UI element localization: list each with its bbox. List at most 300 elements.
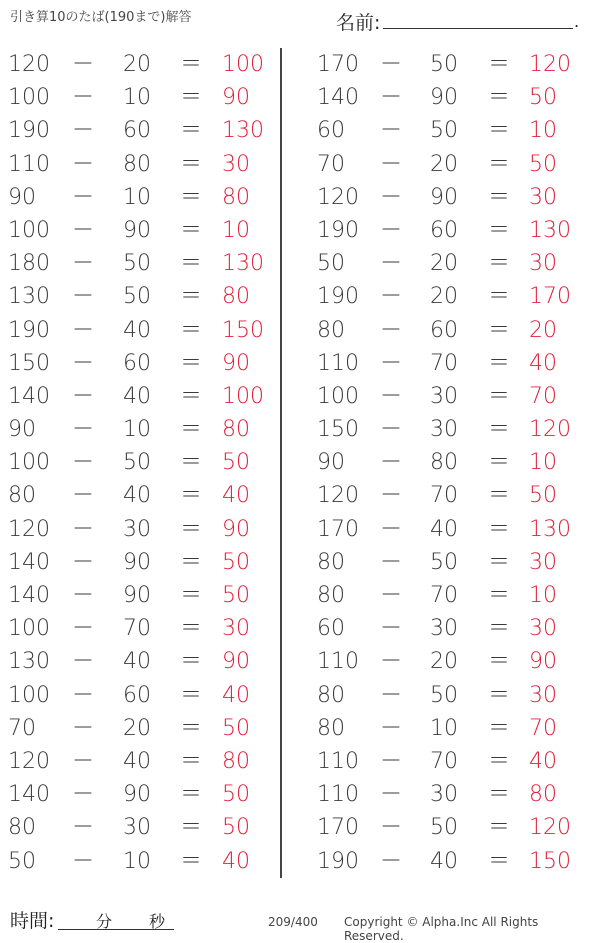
problem-row bbox=[0, 513, 280, 546]
minus-sign: － bbox=[380, 682, 403, 708]
minus-sign: － bbox=[380, 715, 403, 741]
problem-row bbox=[300, 380, 600, 413]
minuend: 100 bbox=[8, 450, 50, 476]
answer: 30 bbox=[529, 184, 557, 210]
subtrahend: 40 bbox=[430, 516, 458, 542]
answer: 80 bbox=[222, 284, 250, 310]
minus-sign: － bbox=[72, 815, 95, 841]
answer: 50 bbox=[529, 85, 557, 111]
subtrahend: 50 bbox=[430, 815, 458, 841]
answer: 130 bbox=[529, 516, 571, 542]
equals-sign: ＝ bbox=[180, 848, 203, 874]
equals-sign: ＝ bbox=[180, 350, 203, 376]
problem-row bbox=[300, 513, 600, 546]
equals-sign: ＝ bbox=[180, 251, 203, 277]
equals-sign: ＝ bbox=[488, 383, 511, 409]
problem-row bbox=[0, 479, 280, 512]
minuend: 100 bbox=[8, 85, 50, 111]
minuend: 70 bbox=[8, 715, 36, 741]
answer: 90 bbox=[222, 516, 250, 542]
minus-sign: － bbox=[72, 284, 95, 310]
minuend: 120 bbox=[317, 483, 359, 509]
minus-sign: － bbox=[380, 317, 403, 343]
equals-sign: ＝ bbox=[488, 284, 511, 310]
equals-sign: ＝ bbox=[488, 52, 511, 77]
equals-sign: ＝ bbox=[488, 715, 511, 741]
minuend: 90 bbox=[317, 450, 345, 476]
minuend: 140 bbox=[8, 782, 50, 808]
minuend: 60 bbox=[317, 616, 345, 642]
subtrahend: 40 bbox=[123, 317, 151, 343]
subtrahend: 30 bbox=[123, 815, 151, 841]
minus-sign: － bbox=[380, 85, 403, 111]
equals-sign: ＝ bbox=[488, 417, 511, 443]
subtrahend: 60 bbox=[123, 118, 151, 144]
equals-sign: ＝ bbox=[180, 317, 203, 343]
problem-row bbox=[300, 745, 600, 778]
problem-row bbox=[0, 546, 280, 579]
equals-sign: ＝ bbox=[180, 450, 203, 476]
problem-row bbox=[300, 314, 600, 347]
equals-sign: ＝ bbox=[180, 649, 203, 675]
minuend: 70 bbox=[317, 151, 345, 177]
problem-row bbox=[300, 778, 600, 811]
subtrahend: 70 bbox=[430, 748, 458, 774]
subtrahend: 10 bbox=[123, 417, 151, 443]
minus-sign: － bbox=[380, 251, 403, 277]
minus-sign: － bbox=[380, 549, 403, 575]
minuend: 100 bbox=[8, 217, 50, 243]
problem-row bbox=[0, 214, 280, 247]
subtrahend: 10 bbox=[123, 184, 151, 210]
minuend: 80 bbox=[317, 715, 345, 741]
problem-row bbox=[0, 612, 280, 645]
answer: 50 bbox=[222, 450, 250, 476]
subtrahend: 30 bbox=[123, 516, 151, 542]
problem-row bbox=[300, 280, 600, 313]
minuend: 120 bbox=[8, 52, 50, 77]
answer: 30 bbox=[529, 682, 557, 708]
minuend: 80 bbox=[317, 549, 345, 575]
subtrahend: 20 bbox=[430, 151, 458, 177]
equals-sign: ＝ bbox=[180, 217, 203, 243]
minus-sign: － bbox=[380, 52, 403, 77]
answer: 50 bbox=[529, 151, 557, 177]
problem-row bbox=[300, 479, 600, 512]
minus-sign: － bbox=[380, 815, 403, 841]
problem-row bbox=[300, 579, 600, 612]
subtrahend: 80 bbox=[123, 151, 151, 177]
minus-sign: － bbox=[72, 184, 95, 210]
problem-row bbox=[0, 380, 280, 413]
minus-sign: － bbox=[380, 217, 403, 243]
minus-sign: － bbox=[380, 118, 403, 144]
subtrahend: 40 bbox=[123, 483, 151, 509]
answer: 90 bbox=[529, 649, 557, 675]
equals-sign: ＝ bbox=[180, 417, 203, 443]
subtrahend: 30 bbox=[430, 417, 458, 443]
minus-sign: － bbox=[72, 848, 95, 874]
minuend: 190 bbox=[8, 317, 50, 343]
answer: 70 bbox=[529, 715, 557, 741]
subtrahend: 60 bbox=[123, 350, 151, 376]
minus-sign: － bbox=[380, 383, 403, 409]
minus-sign: － bbox=[380, 184, 403, 210]
answer: 90 bbox=[222, 350, 250, 376]
equals-sign: ＝ bbox=[180, 682, 203, 708]
minuend: 100 bbox=[8, 682, 50, 708]
answer: 80 bbox=[222, 417, 250, 443]
equals-sign: ＝ bbox=[488, 549, 511, 575]
subtrahend: 30 bbox=[430, 383, 458, 409]
equals-sign: ＝ bbox=[180, 151, 203, 177]
problem-row bbox=[300, 811, 600, 844]
answer: 10 bbox=[529, 450, 557, 476]
minus-sign: － bbox=[72, 583, 95, 608]
equals-sign: ＝ bbox=[180, 748, 203, 774]
answer: 80 bbox=[222, 748, 250, 774]
equals-sign: ＝ bbox=[488, 450, 511, 476]
minuend: 120 bbox=[8, 516, 50, 542]
problem-row bbox=[0, 314, 280, 347]
answer: 130 bbox=[222, 118, 264, 144]
minuend: 140 bbox=[8, 549, 50, 575]
subtrahend: 50 bbox=[430, 549, 458, 575]
minuend: 50 bbox=[317, 251, 345, 277]
minuend: 60 bbox=[317, 118, 345, 144]
answer: 130 bbox=[222, 251, 264, 277]
answer: 10 bbox=[529, 583, 557, 608]
equals-sign: ＝ bbox=[180, 583, 203, 608]
problem-row bbox=[0, 712, 280, 745]
minus-sign: － bbox=[72, 217, 95, 243]
equals-sign: ＝ bbox=[488, 118, 511, 144]
equals-sign: ＝ bbox=[180, 483, 203, 509]
equals-sign: ＝ bbox=[488, 184, 511, 210]
answer: 30 bbox=[529, 616, 557, 642]
minuend: 140 bbox=[8, 383, 50, 409]
problem-row bbox=[300, 712, 600, 745]
answer: 170 bbox=[529, 284, 571, 310]
seconds-label: 秒 bbox=[149, 912, 166, 931]
answer: 150 bbox=[222, 317, 264, 343]
minus-sign: － bbox=[380, 649, 403, 675]
answer: 40 bbox=[222, 682, 250, 708]
problem-row bbox=[0, 114, 280, 147]
equals-sign: ＝ bbox=[488, 85, 511, 111]
answer: 90 bbox=[222, 649, 250, 675]
problem-row bbox=[300, 612, 600, 645]
minus-sign: － bbox=[380, 748, 403, 774]
answer: 80 bbox=[529, 782, 557, 808]
equals-sign: ＝ bbox=[180, 184, 203, 210]
answer: 50 bbox=[222, 715, 250, 741]
minuend: 190 bbox=[317, 848, 359, 874]
answer: 40 bbox=[222, 483, 250, 509]
problem-row bbox=[300, 181, 600, 214]
minuend: 80 bbox=[8, 483, 36, 509]
problem-row bbox=[0, 745, 280, 778]
problem-row bbox=[300, 247, 600, 280]
minus-sign: － bbox=[72, 682, 95, 708]
minus-sign: － bbox=[380, 450, 403, 476]
problem-row bbox=[300, 679, 600, 712]
problem-row bbox=[0, 645, 280, 678]
subtrahend: 70 bbox=[430, 583, 458, 608]
right-problem-column bbox=[300, 48, 600, 878]
minus-sign: － bbox=[72, 549, 95, 575]
problem-row bbox=[300, 148, 600, 181]
minus-sign: － bbox=[380, 583, 403, 608]
subtrahend: 80 bbox=[430, 450, 458, 476]
answer: 10 bbox=[222, 217, 250, 243]
subtrahend: 50 bbox=[430, 118, 458, 144]
answer: 120 bbox=[529, 417, 571, 443]
subtrahend: 50 bbox=[123, 251, 151, 277]
problem-row bbox=[300, 645, 600, 678]
minus-sign: － bbox=[72, 417, 95, 443]
equals-sign: ＝ bbox=[488, 317, 511, 343]
answer: 40 bbox=[529, 748, 557, 774]
answer: 50 bbox=[222, 583, 250, 608]
equals-sign: ＝ bbox=[180, 549, 203, 575]
copyright-notice: Copyright © Alpha.Inc All Rights Reserved. bbox=[344, 915, 539, 943]
subtrahend: 50 bbox=[430, 682, 458, 708]
problem-row bbox=[300, 845, 600, 878]
subtrahend: 30 bbox=[430, 616, 458, 642]
problem-row bbox=[300, 546, 600, 579]
problem-row bbox=[0, 579, 280, 612]
minus-sign: － bbox=[380, 284, 403, 310]
minuend: 110 bbox=[8, 151, 50, 177]
subtrahend: 20 bbox=[430, 251, 458, 277]
equals-sign: ＝ bbox=[488, 217, 511, 243]
minuend: 190 bbox=[317, 284, 359, 310]
answer: 150 bbox=[529, 848, 571, 874]
subtrahend: 50 bbox=[123, 450, 151, 476]
answer: 30 bbox=[529, 549, 557, 575]
answer: 50 bbox=[222, 815, 250, 841]
answer: 80 bbox=[222, 184, 250, 210]
equals-sign: ＝ bbox=[180, 516, 203, 542]
problem-row bbox=[0, 148, 280, 181]
problem-row bbox=[300, 114, 600, 147]
minuend: 80 bbox=[317, 682, 345, 708]
answer: 50 bbox=[222, 782, 250, 808]
left-problem-column bbox=[0, 48, 280, 878]
equals-sign: ＝ bbox=[488, 151, 511, 177]
problem-row bbox=[0, 811, 280, 844]
minus-sign: － bbox=[72, 483, 95, 509]
minuend: 120 bbox=[317, 184, 359, 210]
answer: 120 bbox=[529, 815, 571, 841]
name-end-dot: . bbox=[574, 12, 580, 31]
minus-sign: － bbox=[72, 85, 95, 111]
minus-sign: － bbox=[72, 52, 95, 77]
problem-row bbox=[0, 247, 280, 280]
problem-row bbox=[300, 413, 600, 446]
minuend: 190 bbox=[8, 118, 50, 144]
minus-sign: － bbox=[380, 151, 403, 177]
minus-sign: － bbox=[380, 616, 403, 642]
problem-row bbox=[0, 48, 280, 81]
minus-sign: － bbox=[72, 649, 95, 675]
answer: 50 bbox=[222, 549, 250, 575]
page-number: 209/400 bbox=[268, 915, 318, 929]
equals-sign: ＝ bbox=[488, 815, 511, 841]
minus-sign: － bbox=[72, 350, 95, 376]
subtrahend: 40 bbox=[123, 649, 151, 675]
subtrahend: 70 bbox=[430, 483, 458, 509]
subtrahend: 20 bbox=[123, 52, 151, 77]
subtrahend: 40 bbox=[430, 848, 458, 874]
problem-row bbox=[0, 679, 280, 712]
problem-row bbox=[300, 48, 600, 81]
equals-sign: ＝ bbox=[180, 52, 203, 77]
minuend: 120 bbox=[8, 748, 50, 774]
minuend: 90 bbox=[8, 417, 36, 443]
problem-row bbox=[0, 845, 280, 878]
minuend: 100 bbox=[8, 616, 50, 642]
answer: 20 bbox=[529, 317, 557, 343]
minus-sign: － bbox=[72, 151, 95, 177]
subtrahend: 40 bbox=[123, 383, 151, 409]
equals-sign: ＝ bbox=[180, 815, 203, 841]
problem-row bbox=[300, 81, 600, 114]
minuend: 180 bbox=[8, 251, 50, 277]
problem-row bbox=[300, 347, 600, 380]
subtrahend: 10 bbox=[123, 85, 151, 111]
minuend: 80 bbox=[317, 317, 345, 343]
subtrahend: 60 bbox=[123, 682, 151, 708]
equals-sign: ＝ bbox=[488, 782, 511, 808]
minuend: 80 bbox=[8, 815, 36, 841]
minus-sign: － bbox=[72, 118, 95, 144]
worksheet-title: 引き算10のたば(190まで)解答 bbox=[10, 10, 192, 25]
answer: 30 bbox=[222, 151, 250, 177]
minus-sign: － bbox=[72, 782, 95, 808]
minus-sign: － bbox=[72, 383, 95, 409]
subtrahend: 90 bbox=[123, 549, 151, 575]
subtrahend: 20 bbox=[430, 284, 458, 310]
answer: 50 bbox=[529, 483, 557, 509]
minuend: 170 bbox=[317, 52, 359, 77]
subtrahend: 70 bbox=[123, 616, 151, 642]
answer: 40 bbox=[529, 350, 557, 376]
minuend: 110 bbox=[317, 748, 359, 774]
equals-sign: ＝ bbox=[180, 383, 203, 409]
answer: 10 bbox=[529, 118, 557, 144]
subtrahend: 40 bbox=[123, 748, 151, 774]
subtrahend: 90 bbox=[430, 184, 458, 210]
subtrahend: 20 bbox=[123, 715, 151, 741]
minus-sign: － bbox=[72, 715, 95, 741]
equals-sign: ＝ bbox=[180, 715, 203, 741]
problem-row bbox=[0, 81, 280, 114]
problem-row bbox=[300, 446, 600, 479]
minuend: 80 bbox=[317, 583, 345, 608]
minuend: 130 bbox=[8, 649, 50, 675]
problem-row bbox=[0, 280, 280, 313]
equals-sign: ＝ bbox=[488, 350, 511, 376]
minus-sign: － bbox=[380, 516, 403, 542]
minuend: 170 bbox=[317, 815, 359, 841]
answer: 130 bbox=[529, 217, 571, 243]
minutes-label: 分 bbox=[96, 912, 113, 931]
minus-sign: － bbox=[72, 450, 95, 476]
minuend: 50 bbox=[8, 848, 36, 874]
equals-sign: ＝ bbox=[488, 649, 511, 675]
equals-sign: ＝ bbox=[488, 583, 511, 608]
equals-sign: ＝ bbox=[488, 251, 511, 277]
subtrahend: 90 bbox=[123, 782, 151, 808]
minuend: 110 bbox=[317, 350, 359, 376]
equals-sign: ＝ bbox=[488, 516, 511, 542]
minuend: 90 bbox=[8, 184, 36, 210]
answer: 100 bbox=[222, 383, 264, 409]
answer: 70 bbox=[529, 383, 557, 409]
minuend: 100 bbox=[317, 383, 359, 409]
problem-row bbox=[0, 778, 280, 811]
minuend: 110 bbox=[317, 649, 359, 675]
minus-sign: － bbox=[72, 748, 95, 774]
subtrahend: 10 bbox=[123, 848, 151, 874]
equals-sign: ＝ bbox=[488, 848, 511, 874]
answer: 40 bbox=[222, 848, 250, 874]
subtrahend: 50 bbox=[430, 52, 458, 77]
minuend: 130 bbox=[8, 284, 50, 310]
answer: 120 bbox=[529, 52, 571, 77]
time-label: 時間: bbox=[10, 910, 55, 932]
equals-sign: ＝ bbox=[180, 782, 203, 808]
name-field-line bbox=[383, 28, 573, 29]
minus-sign: － bbox=[380, 848, 403, 874]
minus-sign: － bbox=[380, 782, 403, 808]
minuend: 140 bbox=[317, 85, 359, 111]
equals-sign: ＝ bbox=[488, 748, 511, 774]
subtrahend: 90 bbox=[123, 583, 151, 608]
equals-sign: ＝ bbox=[488, 483, 511, 509]
problem-row bbox=[0, 413, 280, 446]
equals-sign: ＝ bbox=[180, 616, 203, 642]
equals-sign: ＝ bbox=[488, 616, 511, 642]
subtrahend: 30 bbox=[430, 782, 458, 808]
problem-row bbox=[0, 181, 280, 214]
subtrahend: 90 bbox=[430, 85, 458, 111]
minuend: 150 bbox=[8, 350, 50, 376]
minuend: 140 bbox=[8, 583, 50, 608]
subtrahend: 60 bbox=[430, 317, 458, 343]
minus-sign: － bbox=[72, 317, 95, 343]
subtrahend: 50 bbox=[123, 284, 151, 310]
subtrahend: 20 bbox=[430, 649, 458, 675]
minuend: 190 bbox=[317, 217, 359, 243]
answer: 100 bbox=[222, 52, 264, 77]
equals-sign: ＝ bbox=[180, 118, 203, 144]
minus-sign: － bbox=[72, 251, 95, 277]
minuend: 110 bbox=[317, 782, 359, 808]
minus-sign: － bbox=[72, 616, 95, 642]
problem-row bbox=[300, 214, 600, 247]
minus-sign: － bbox=[380, 417, 403, 443]
equals-sign: ＝ bbox=[180, 85, 203, 111]
equals-sign: ＝ bbox=[180, 284, 203, 310]
minus-sign: － bbox=[380, 350, 403, 376]
equals-sign: ＝ bbox=[488, 682, 511, 708]
name-label: 名前: bbox=[336, 12, 381, 34]
minuend: 150 bbox=[317, 417, 359, 443]
subtrahend: 90 bbox=[123, 217, 151, 243]
